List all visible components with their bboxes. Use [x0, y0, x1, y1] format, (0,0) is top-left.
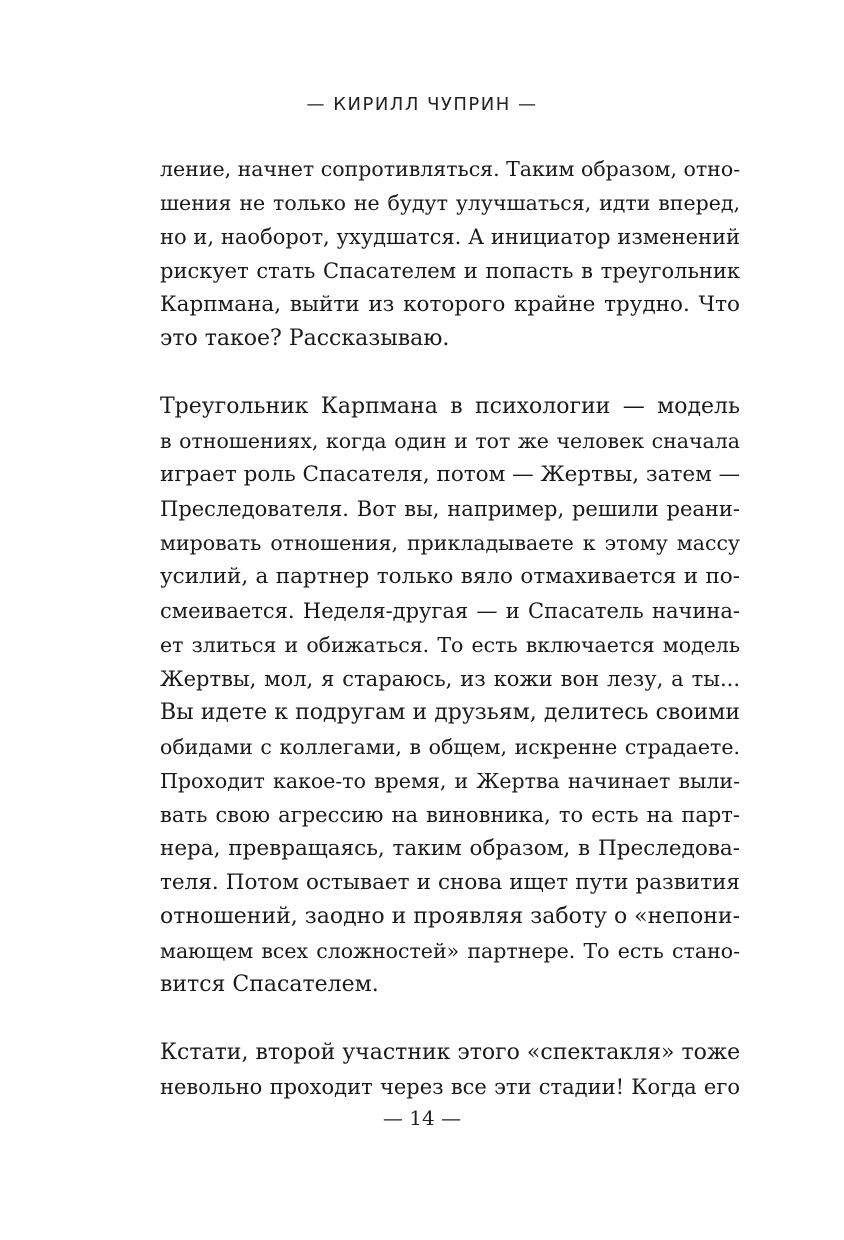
paragraph-gap [160, 356, 740, 390]
paragraph-1 [160, 152, 740, 356]
text-line: усилий, а партнер только вяло отмахивается и по- [160, 564, 740, 589]
page-number: — 14 — [382, 1106, 462, 1130]
text-line: невольно проходит через все эти стадии! Когда его [160, 1075, 740, 1099]
text-line: ет злиться и обижаться. То есть включается модель [160, 633, 740, 657]
text-line: Треугольник Карпмана в психологии — модель [160, 394, 740, 419]
text-line: мировать отношения, прикладываете к этому массу [160, 531, 740, 555]
paragraph-3 [160, 1036, 740, 1104]
running-head: — КИРИЛЛ ЧУПРИН — [306, 94, 538, 115]
text-line: в отношениях, когда один и тот же человек сначала [160, 429, 740, 453]
paragraph-gap [160, 1002, 740, 1036]
text-line: шения не только не будут улучшаться, идти вперед, [160, 191, 740, 215]
text-line: Кстати, второй участник этого «спектакля» тоже [160, 1040, 741, 1065]
text-line: играет роль Спасателя, потом — Жертвы, затем — [160, 462, 741, 487]
text-line: нера, превращаясь, таким образом, в Преследова- [160, 836, 740, 861]
text-line: мающем всех сложностей» партнере. То есть стано- [160, 939, 740, 963]
text-line: Вы идете к подругам и друзьям, делитесь своими [160, 700, 740, 725]
text-line: рискует стать Спасателем и попасть в треугольник [160, 259, 740, 283]
body-text [160, 152, 740, 1104]
text-line: отношений, заодно и проявляя заботу о «непони- [160, 904, 740, 929]
text-line: Преследователя. Вот вы, например, решили реани- [160, 497, 740, 521]
text-line: но и, наоборот, ухудшатся. А инициатор изменений [160, 225, 740, 249]
paragraph-2 [160, 390, 740, 1002]
text-line: Жертвы, мол, я стараюсь, из кожи вон лезу, а ты... [160, 667, 740, 691]
text-line: ление, начнет сопротивляться. Таким образом, отно- [160, 157, 741, 181]
text-line: обидами с коллегами, в общем, искренне страдаете. [160, 735, 740, 759]
text-line: Карпмана, выйти из которого крайне трудно. Что [160, 292, 740, 317]
text-line: вится Спасателем. [160, 972, 379, 997]
text-line: теля. Потом остывает и снова ищет пути развития [160, 870, 740, 895]
text-line: это такое? Рассказываю. [160, 326, 450, 351]
text-line: смеивается. Неделя-другая — и Спасатель начина- [160, 599, 740, 623]
text-line: Проходит какое-то время, и Жертва начинает выли- [160, 769, 740, 793]
text-line: вать свою агрессию на виновника, то есть на парт- [160, 803, 740, 827]
